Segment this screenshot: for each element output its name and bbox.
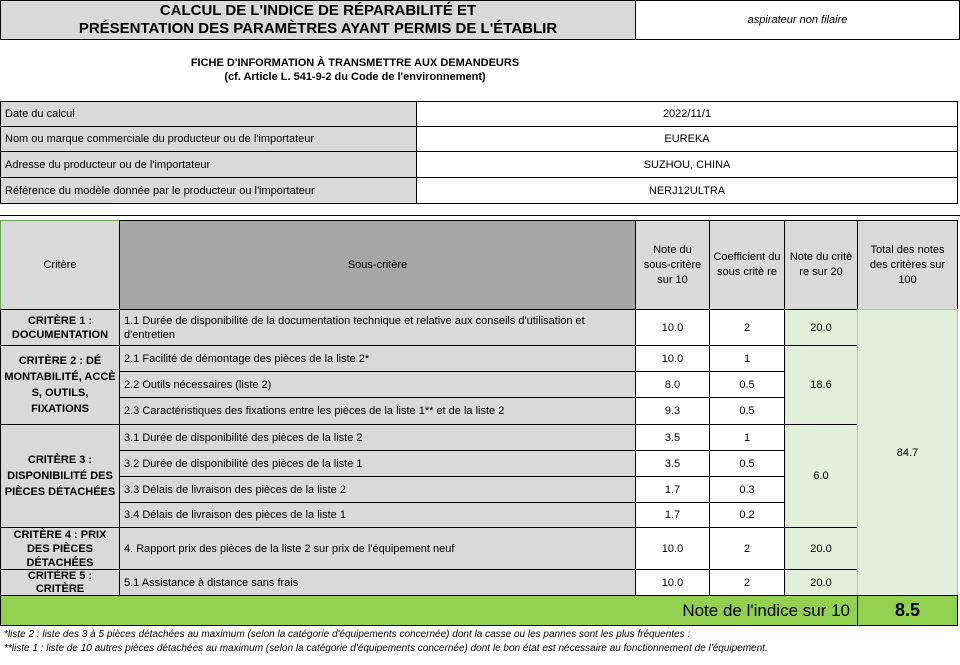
sous-critere-row: 2.2 Outils nécessaires (liste 2) bbox=[119, 371, 636, 398]
coefficient-cell: 2 bbox=[709, 309, 785, 346]
coefficient-cell: 0.2 bbox=[709, 502, 785, 528]
footnote-liste2: *liste 2 : liste des 3 à 5 pièces détachées au maximum (selon la catégorie d'équipements concernée) dont la casse ou les pannes sont les plus fréquentes : bbox=[4, 629, 691, 640]
header-sous-critere: Sous-critère bbox=[119, 220, 636, 310]
footnote-liste1: **liste 1 : liste de 10 autres pièces détachées au maximum (selon la catégorie d'équipements concernée) dont le bon état est nécessaire au fonctionnement de l'équipement. bbox=[4, 643, 768, 654]
info-label-model: Référence du modèle donnée par le producteur ou l'importateur bbox=[0, 177, 417, 204]
info-label-date: Date du calcul bbox=[0, 101, 417, 127]
note-critere-3: 6.0 bbox=[784, 424, 858, 528]
sous-critere-row: 2.3 Caractéristiques des fixations entre les pièces de la liste 1** et de la liste 2 bbox=[119, 397, 636, 425]
note-sous-critere-cell: 10.0 bbox=[635, 527, 710, 570]
header-critere: Critère bbox=[0, 220, 120, 310]
sous-critere-row: 3.2 Durée de disponibilité des pièces de la liste 1 bbox=[119, 450, 636, 477]
coefficient-cell: 0.5 bbox=[709, 397, 785, 425]
note-critere-1: 20.0 bbox=[784, 309, 858, 346]
header-note-critere: Note du critè re sur 20 bbox=[784, 220, 858, 310]
coefficient-cell: 0.5 bbox=[709, 450, 785, 477]
coefficient-cell: 2 bbox=[709, 527, 785, 570]
note-sous-critere-cell: 3.5 bbox=[635, 450, 710, 477]
info-value-brand: EUREKA bbox=[416, 126, 958, 152]
info-value-date: 2022/11/1 bbox=[416, 101, 958, 127]
note-sous-critere-cell: 10.0 bbox=[635, 345, 710, 372]
coefficient-cell: 1 bbox=[709, 424, 785, 451]
header-note-sous-critere: Note du sous-critère sur 10 bbox=[635, 220, 710, 310]
total-notes: 84.7 bbox=[857, 309, 958, 596]
note-sous-critere-cell: 1.7 bbox=[635, 476, 710, 503]
product-type-label: aspirateur non filaire bbox=[747, 14, 848, 26]
critere-5: CRITÈRE 5 : CRITÈRE bbox=[0, 569, 120, 596]
report-title-line2: PRÉSENTATION DES PARAMÈTRES AYANT PERMIS DE L'ÉTABLIR bbox=[78, 20, 558, 37]
fiche-heading bbox=[0, 40, 710, 100]
fiche-heading-line2: (cf. Article L. 541-9-2 du Code de l'environnement) bbox=[224, 71, 486, 83]
coefficient-cell: 2 bbox=[709, 569, 785, 596]
info-label-brand: Nom ou marque commerciale du producteur ou de l'importateur bbox=[0, 126, 417, 152]
note-sous-critere-cell: 10.0 bbox=[635, 309, 710, 346]
product-type bbox=[635, 0, 960, 40]
coefficient-cell: 0.5 bbox=[709, 371, 785, 398]
note-sous-critere-cell: 8.0 bbox=[635, 371, 710, 398]
info-label-address: Adresse du producteur ou de l'importateur bbox=[0, 151, 417, 178]
note-sous-critere-cell: 1.7 bbox=[635, 502, 710, 528]
sous-critere-row: 1.1 Durée de disponibilité de la documentation technique et relative aux conseils d'utilisation et d'entretien bbox=[119, 309, 636, 346]
coefficient-cell: 1 bbox=[709, 345, 785, 372]
sous-critere-row: 2.1 Facilité de démontage des pièces de la liste 2* bbox=[119, 345, 636, 372]
note-sous-critere-cell: 9.3 bbox=[635, 397, 710, 425]
sous-critere-row: 3.3 Délais de livraison des pièces de la liste 2 bbox=[119, 476, 636, 503]
info-value-model: NERJ12ULTRA bbox=[416, 177, 958, 204]
header-total: Total des notes des critères sur 100 bbox=[857, 220, 958, 310]
critere-3: CRITÈRE 3 : DISPONIBILITÉ DES PIÈCES DÉTACHÉES bbox=[0, 424, 120, 528]
note-sous-critere-cell: 10.0 bbox=[635, 569, 710, 596]
sous-critere-row: 3.1 Durée de disponibilité des pièces de la liste 2 bbox=[119, 424, 636, 451]
critere-1: CRITÈRE 1 : DOCUMENTATION bbox=[0, 309, 120, 346]
spacer-rule bbox=[0, 215, 960, 216]
sous-critere-row: 3.4 Délais de livraison des pièces de la liste 1 bbox=[119, 502, 636, 528]
report-title-line1: CALCUL DE L'INDICE DE RÉPARABILITÉ ET bbox=[159, 2, 477, 19]
note-critere-5: 20.0 bbox=[784, 569, 858, 596]
note-critere-2: 18.6 bbox=[784, 345, 858, 425]
coefficient-cell: 0.3 bbox=[709, 476, 785, 503]
note-sous-critere-cell: 3.5 bbox=[635, 424, 710, 451]
indice-label: Note de l'indice sur 10 bbox=[682, 600, 850, 620]
info-value-address: SUZHOU, CHINA bbox=[416, 151, 958, 178]
sous-critere-row: 5.1 Assistance à distance sans frais bbox=[119, 569, 636, 596]
fiche-heading-line1: FICHE D'INFORMATION À TRANSMETTRE AUX DEMANDEURS bbox=[190, 57, 520, 69]
indice-value: 8.5 bbox=[857, 595, 958, 626]
sous-critere-row: 4. Rapport prix des pièces de la liste 2 sur prix de l'équipement neuf bbox=[119, 527, 636, 570]
critere-2: CRITÈRE 2 : DÉ MONTABILITÉ, ACCÈ S, OUTILS, FIXATIONS bbox=[0, 345, 120, 425]
header-coefficient: Coefficient du sous critè re bbox=[709, 220, 785, 310]
report-title bbox=[0, 0, 636, 40]
critere-4: CRITÈRE 4 : PRIX DES PIÈCES DÉTACHÉES bbox=[0, 527, 120, 570]
note-critere-4: 20.0 bbox=[784, 527, 858, 570]
